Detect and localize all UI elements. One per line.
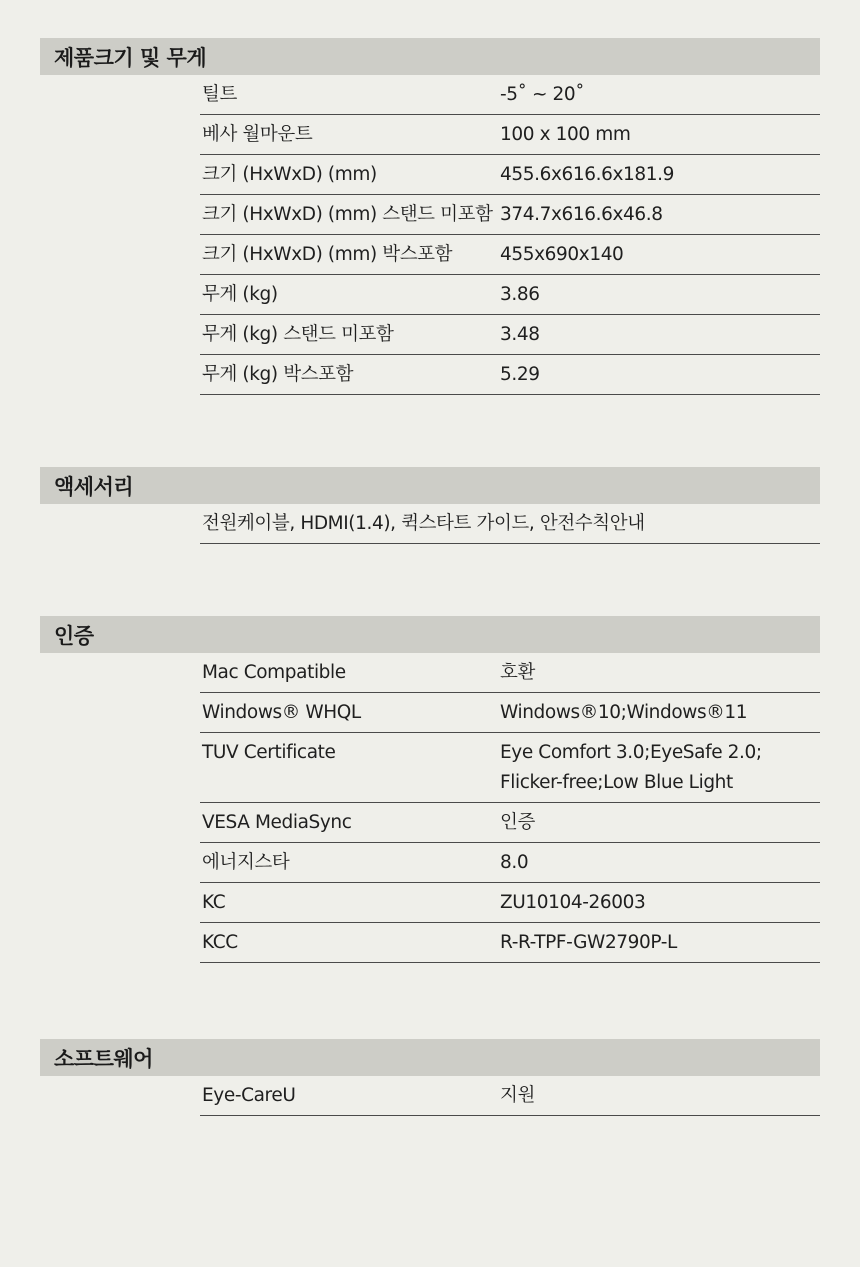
spec-table (200, 1076, 820, 1116)
spec-label: 무게 (kg) (202, 284, 278, 305)
section-title: 액세서리 (40, 467, 820, 504)
spec-row-dimensions-box (200, 235, 820, 275)
spec-value: 5.29 (500, 364, 540, 385)
spec-value: -5˚ ~ 20˚ (500, 84, 585, 105)
spec-value: 3.48 (500, 324, 540, 345)
spec-value: ZU10104-26003 (500, 892, 646, 913)
spec-value: 8.0 (500, 852, 529, 873)
spec-value: 지원 (500, 1085, 535, 1106)
spec-label: 베사 월마운트 (202, 124, 313, 145)
spec-value: 455x690x140 (500, 244, 624, 265)
spec-value: 3.86 (500, 284, 540, 305)
spec-row-energystar (200, 843, 820, 883)
spec-label: 크기 (HxWxD) (mm) (202, 164, 377, 185)
spec-label: 에너지스타 (202, 852, 290, 873)
spec-value: 인증 (500, 812, 535, 833)
spec-row-accessories (200, 504, 820, 544)
spec-label: VESA MediaSync (202, 812, 352, 833)
section-accessories (40, 467, 820, 544)
spec-label: 무게 (kg) 스탠드 미포함 (202, 324, 394, 345)
section-title: 제품크기 및 무게 (40, 38, 820, 75)
spec-row-vesa (200, 115, 820, 155)
spec-row-eyecareu (200, 1076, 820, 1116)
spec-table (200, 653, 820, 963)
spec-row-tilt (200, 75, 820, 115)
spec-label: KC (202, 892, 226, 913)
spec-row-kcc (200, 923, 820, 963)
spec-row-weight-no-stand (200, 315, 820, 355)
spec-value: 455.6x616.6x181.9 (500, 164, 674, 185)
spec-label: 틸트 (202, 84, 237, 105)
spec-row-dimensions-no-stand (200, 195, 820, 235)
spec-value: 374.7x616.6x46.8 (500, 204, 663, 225)
spec-row-whql (200, 693, 820, 733)
spec-row-tuv (200, 733, 820, 803)
spec-value: 전원케이블, HDMI(1.4), 퀵스타트 가이드, 안전수칙안내 (202, 513, 645, 534)
spec-value: Windows®10;Windows®11 (500, 702, 748, 723)
section-software (40, 1039, 820, 1116)
spec-label: KCC (202, 932, 238, 953)
section-title: 인증 (40, 616, 820, 653)
spec-value: R-R-TPF-GW2790P-L (500, 932, 677, 953)
spec-label: 무게 (kg) 박스포함 (202, 364, 354, 385)
section-size-weight (40, 38, 820, 395)
section-certification (40, 616, 820, 963)
spec-label: 크기 (HxWxD) (mm) 스탠드 미포함 (202, 204, 493, 225)
section-title: 소프트웨어 (40, 1039, 820, 1076)
spec-row-mac (200, 653, 820, 693)
spec-label: Mac Compatible (202, 662, 346, 683)
spec-row-dimensions (200, 155, 820, 195)
spec-table (200, 75, 820, 395)
spec-table (200, 504, 820, 544)
spec-row-mediasync (200, 803, 820, 843)
spec-row-weight-box (200, 355, 820, 395)
spec-value: Eye Comfort 3.0;EyeSafe 2.0; Flicker-free;Low Blue Light (500, 742, 762, 793)
spec-label: TUV Certificate (202, 742, 336, 763)
spec-value: 100 x 100 mm (500, 124, 631, 145)
spec-label: Eye-CareU (202, 1085, 296, 1106)
spec-row-kc (200, 883, 820, 923)
spec-value: 호환 (500, 662, 535, 683)
spec-label: 크기 (HxWxD) (mm) 박스포함 (202, 244, 453, 265)
spec-row-weight (200, 275, 820, 315)
spec-label: Windows® WHQL (202, 702, 361, 723)
